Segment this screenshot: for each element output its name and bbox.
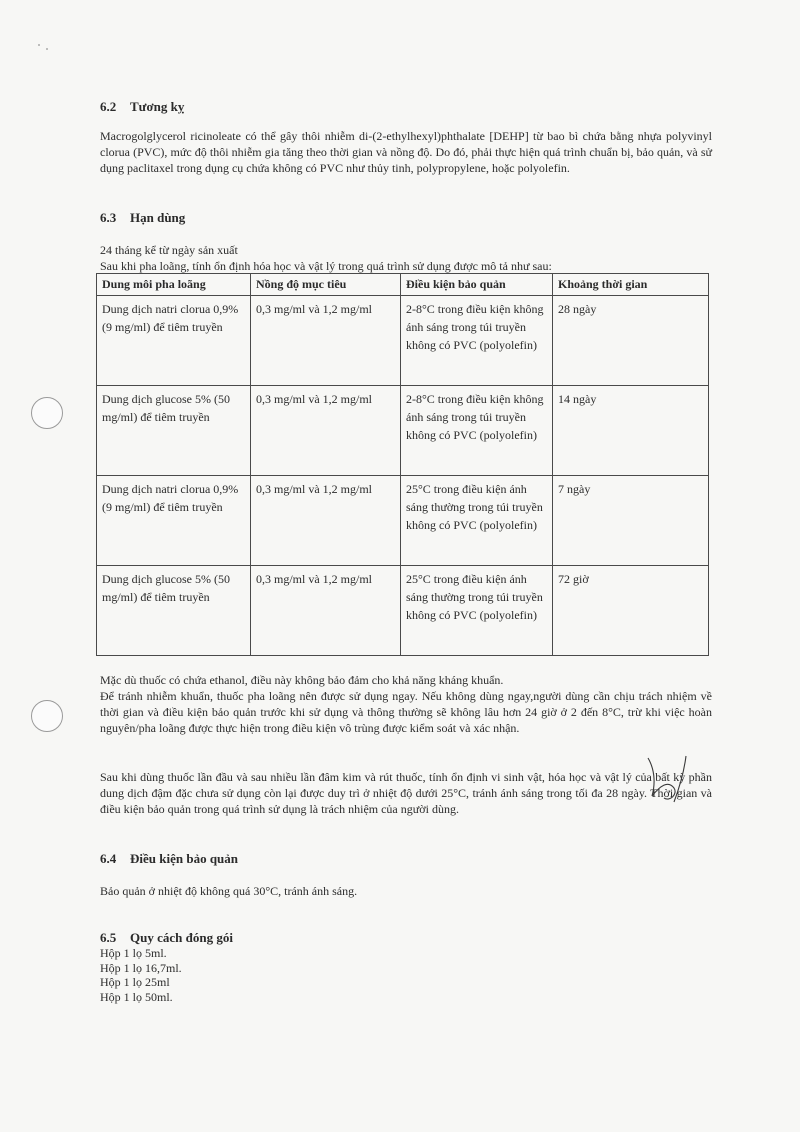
table-cell: Dung dịch glucose 5% (50 mg/ml) để tiêm truyền: [97, 566, 251, 656]
table-row: [97, 386, 709, 476]
stability-intro: Sau khi pha loãng, tính ổn định hóa học và vật lý trong quá trình sử dụng được mô tả như sau:: [100, 259, 552, 273]
table-row: [97, 476, 709, 566]
table-cell: Dung dịch natri clorua 0,9% (9 mg/ml) để tiêm truyền: [97, 476, 251, 566]
shelf-life-line: 24 tháng kể từ ngày sản xuất: [100, 243, 238, 257]
section-6-2-title: 6.2 Tương kỵ: [100, 99, 185, 114]
ethanol-note: Mặc dù thuốc có chứa ethanol, điều này không bảo đảm cho khả năng kháng khuẩn.: [100, 673, 504, 687]
table-row: [97, 296, 709, 386]
scan-speck: [46, 48, 48, 50]
section-6-2-body: Macrogolglycerol ricinoleate có thể gây thôi nhiễm di-(2-ethylhexyl)phthalate [DEHP] từ bao bì chứa bằng nhựa polyvinyl clorua (PVC), mức độ thôi nhiễm gia tăng theo thời gian và nồng độ. Do đó, phải thực hiện quá trình chuẩn bị, bảo quản, và sử dụng paclitaxel trong dụng cụ chứa không có PVC như thủy tinh, polypropylene, hoặc polyolefin.: [100, 129, 712, 175]
in-use-stability-note: Sau khi dùng thuốc lần đầu và sau nhiều lần đâm kim và rút thuốc, tính ổn định vi sinh vật, hóa học và vật lý của bất kỳ phần dung dịch đậm đặc chưa sử dụng còn lại được duy trì ở nhiệt độ dưới 25°C, tránh ánh sáng trong tối đa 28 ngày. Thời gian và điều kiện bảo quản trong quá trình sử dụng là trách nhiệm của người dùng.: [100, 770, 712, 816]
storage-condition: Bảo quản ở nhiệt độ không quá 30°C, tránh ánh sáng.: [100, 884, 358, 898]
table-cell: 0,3 mg/ml và 1,2 mg/ml: [251, 386, 401, 476]
contamination-note: Để tránh nhiễm khuẩn, thuốc pha loãng nên được sử dụng ngay. Nếu không dùng ngay,người dùng cần chịu trách nhiệm về thời gian và điều kiện bảo quản trước khi sử dụng và thông thường sẽ không lâu hơn 24 giờ ở 2 đến 8°C, trừ khi việc hoàn nguyên/pha loãng được thực hiện trong điều kiện vô trùng được kiểm soát và xác nhận.: [100, 689, 712, 735]
table-cell: 7 ngày: [553, 476, 709, 566]
table-cell: 2-8°C trong điều kiện không ánh sáng trong túi truyền không có PVC (polyolefin): [401, 296, 553, 386]
table-cell: 0,3 mg/ml và 1,2 mg/ml: [251, 566, 401, 656]
table-cell: 28 ngày: [553, 296, 709, 386]
table-row: [97, 566, 709, 656]
table-cell: 14 ngày: [553, 386, 709, 476]
table-cell: Dung dịch natri clorua 0,9% (9 mg/ml) để tiêm truyền: [97, 296, 251, 386]
table-header-row: [97, 274, 709, 296]
table-cell: 72 giờ: [553, 566, 709, 656]
list-item: Hộp 1 lọ 50ml.: [100, 989, 173, 1004]
punch-hole: [31, 700, 63, 732]
section-6-4-title: 6.4 Điều kiện bảo quản: [100, 851, 239, 866]
packaging-list: [100, 946, 182, 1004]
section-6-5-title: 6.5 Quy cách đóng gói: [100, 930, 233, 945]
stability-table: [96, 273, 709, 656]
table-header-cell: Khoảng thời gian: [553, 274, 709, 296]
table-cell: Dung dịch glucose 5% (50 mg/ml) để tiêm truyền: [97, 386, 251, 476]
list-item: Hộp 1 lọ 5ml.: [100, 946, 167, 960]
table-cell: 25°C trong điều kiện ánh sáng thường trong túi truyền không có PVC (polyolefin): [401, 566, 553, 656]
signature-mark: [640, 752, 700, 812]
table-cell: 0,3 mg/ml và 1,2 mg/ml: [251, 476, 401, 566]
scan-speck: [38, 44, 40, 46]
list-item: Hộp 1 lọ 16,7ml.: [100, 960, 182, 975]
table-cell: 2-8°C trong điều kiện không ánh sáng trong túi truyền không có PVC (polyolefin): [401, 386, 553, 476]
table-header-cell: Điều kiện bảo quản: [401, 274, 553, 296]
punch-hole: [31, 397, 63, 429]
table-header-cell: Dung môi pha loãng: [97, 274, 251, 296]
table-header-cell: Nồng độ mục tiêu: [251, 274, 401, 296]
list-item: Hộp 1 lọ 25ml: [100, 975, 170, 989]
table-cell: 0,3 mg/ml và 1,2 mg/ml: [251, 296, 401, 386]
section-6-3-title: 6.3 Hạn dùng: [100, 210, 186, 225]
table-cell: 25°C trong điều kiện ánh sáng thường trong túi truyền không có PVC (polyolefin): [401, 476, 553, 566]
